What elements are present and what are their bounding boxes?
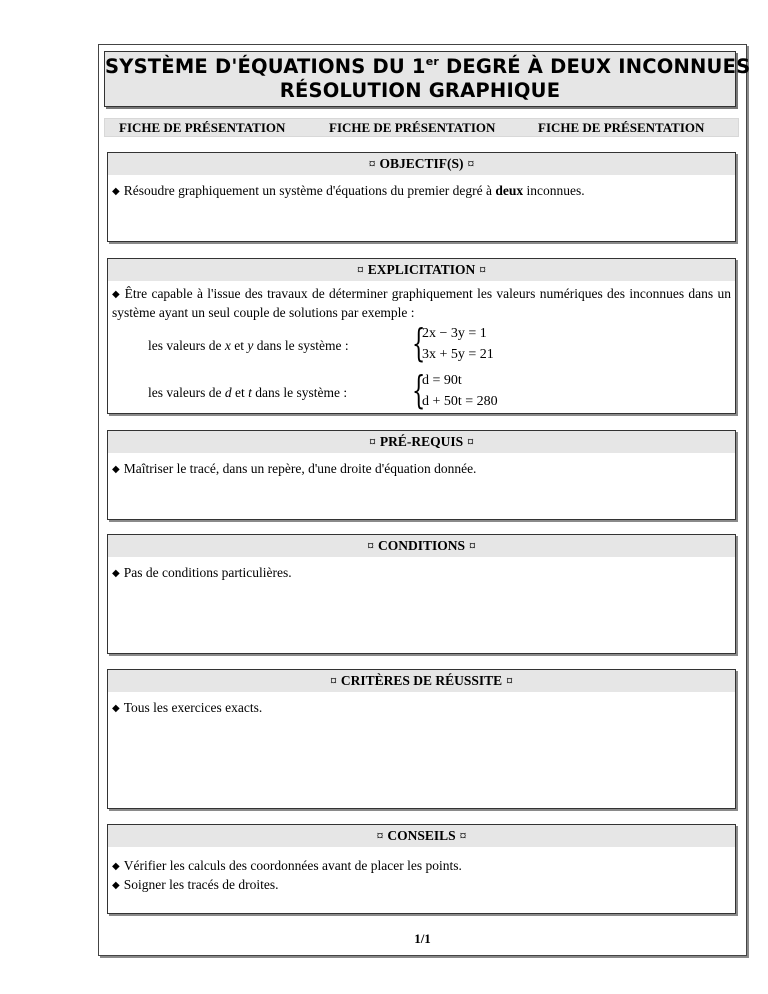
title-box [104, 51, 751, 107]
section-body [108, 175, 735, 201]
section-heading-text: CRITÈRES DE RÉUSSITE [340, 673, 503, 688]
diamond-bullet-icon: ◆ [112, 186, 120, 197]
section-symbol-icon: ¤ [376, 828, 384, 843]
section-heading [108, 825, 735, 847]
section-symbol-icon: ¤ [467, 434, 474, 449]
section-symbol-icon: ¤ [459, 828, 467, 843]
conseil-text-1: Vérifier les calculs des coordonnées avant de placer les points. [123, 858, 462, 873]
document-page [98, 44, 751, 956]
conseil-text-2: Soigner les tracés de droites. [123, 877, 279, 892]
fiche-bar [104, 118, 739, 137]
system-example-2 [112, 368, 731, 412]
conditions-text: Pas de conditions particulières. [123, 565, 292, 580]
section-heading-text: CONSEILS [387, 828, 456, 843]
title-text-b: DEGRÉ À DEUX INCONNUES [438, 55, 751, 78]
section-symbol-icon: ¤ [469, 538, 476, 553]
diamond-bullet-icon: ◆ [112, 880, 120, 891]
prerequis-text: Maîtriser le tracé, dans un repère, d'une droite d'équation donnée. [123, 461, 477, 476]
system-2-label: les valeurs de d et t dans le système : [148, 385, 348, 400]
section-conditions [107, 534, 736, 654]
section-body [108, 557, 735, 583]
fiche-label-3: FICHE DE PRÉSENTATION [538, 120, 705, 135]
section-body [108, 692, 735, 718]
section-symbol-icon: ¤ [506, 673, 513, 688]
system-example-1 [112, 321, 731, 365]
section-heading [108, 153, 735, 175]
list-item [112, 857, 731, 876]
section-objectifs [107, 152, 736, 242]
list-item [112, 876, 731, 895]
section-heading-text: OBJECTIF(S) [379, 156, 464, 171]
diamond-bullet-icon: ◆ [112, 464, 120, 475]
section-symbol-icon: ¤ [368, 156, 376, 171]
page-number: 1/1 [414, 931, 431, 946]
section-heading-text: CONDITIONS [377, 538, 466, 553]
diamond-bullet-icon: ◆ [112, 703, 120, 714]
diamond-bullet-icon: ◆ [112, 568, 120, 579]
section-heading-text: EXPLICITATION [367, 262, 476, 277]
section-symbol-icon: ¤ [369, 434, 376, 449]
section-symbol-icon: ¤ [467, 156, 475, 171]
section-body [108, 847, 735, 895]
title-line-1 [105, 55, 751, 79]
left-brace-icon: { [412, 321, 426, 365]
section-symbol-icon: ¤ [356, 262, 364, 277]
objectif-text-end: inconnues. [523, 183, 585, 198]
section-conseils [107, 824, 736, 914]
section-symbol-icon: ¤ [479, 262, 487, 277]
title-text-a: SYSTÈME D'ÉQUATIONS DU 1 [105, 55, 426, 78]
system-1-eq-2: 3x + 5y = 21 [422, 347, 494, 362]
section-criteres [107, 669, 736, 809]
explicitation-text: Être capable à l'issue des travaux de déterminer graphiquement les valeurs numériques des inconnues dans un système ayant un seul couple de solutions par exemple : [112, 286, 731, 320]
section-body [108, 453, 735, 479]
section-symbol-icon: ¤ [367, 538, 374, 553]
title-line-2: RÉSOLUTION GRAPHIQUE [279, 79, 561, 102]
system-1-label: les valeurs de x et y dans le système : [148, 338, 349, 353]
system-1-eq-1: 2x − 3y = 1 [422, 326, 487, 341]
section-body [108, 281, 735, 412]
diamond-bullet-icon: ◆ [112, 289, 121, 300]
objectif-bold-word: deux [495, 183, 524, 198]
fiche-label-2: FICHE DE PRÉSENTATION [329, 120, 496, 135]
section-heading-text: PRÉ-REQUIS [379, 434, 464, 449]
section-heading [108, 670, 735, 692]
fiche-label-1: FICHE DE PRÉSENTATION [119, 120, 286, 135]
title-superscript: er [425, 55, 439, 68]
section-symbol-icon: ¤ [330, 673, 337, 688]
diamond-bullet-icon: ◆ [112, 861, 120, 872]
explicitation-paragraph [112, 285, 731, 321]
system-2-eq-1: d = 90t [422, 373, 462, 388]
section-heading [108, 259, 735, 281]
section-prerequis [107, 430, 736, 520]
section-explicitation [107, 258, 736, 414]
system-2-eq-2: d + 50t = 280 [422, 394, 498, 409]
section-heading [108, 535, 735, 557]
left-brace-icon: { [412, 368, 426, 412]
section-heading [108, 431, 735, 453]
objectif-text: Résoudre graphiquement un système d'équations du premier degré à [123, 183, 496, 198]
criteres-text: Tous les exercices exacts. [123, 700, 263, 715]
